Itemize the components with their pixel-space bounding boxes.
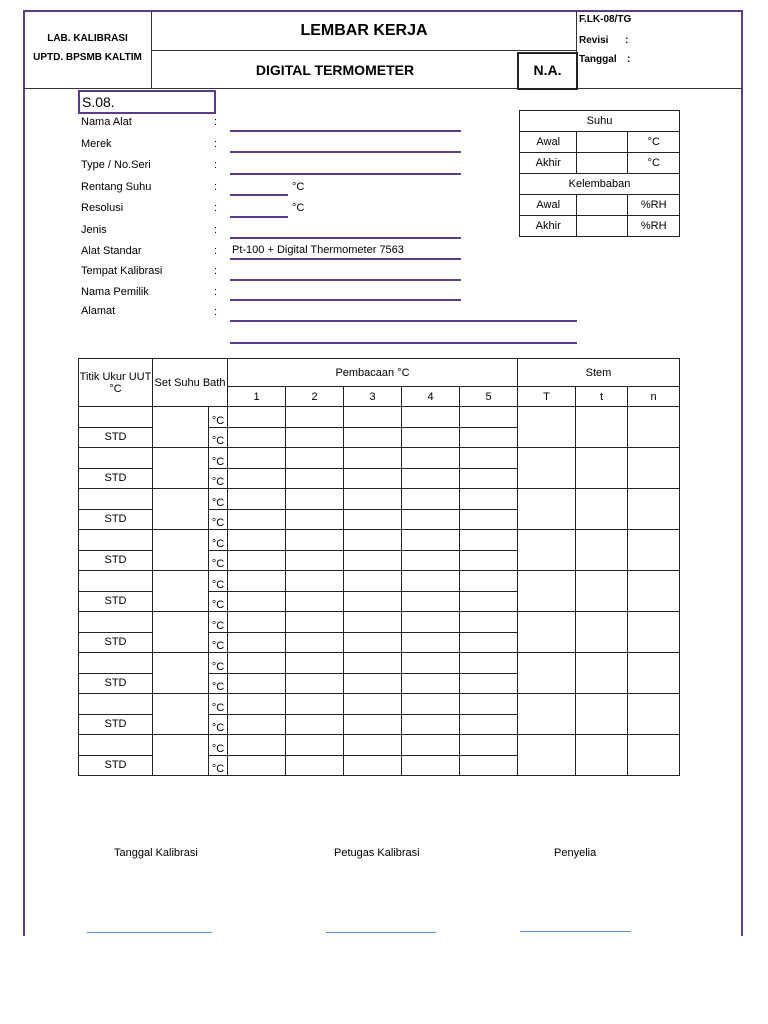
reading-cell[interactable] [460, 427, 518, 448]
reading-cell[interactable] [228, 571, 286, 592]
table-row [79, 407, 680, 428]
unit-cell: °C [209, 550, 228, 571]
field-label: Nama Alat [81, 116, 132, 128]
reading-cell[interactable] [460, 673, 518, 694]
reading-cell[interactable] [228, 530, 286, 551]
titik-ukur-cell[interactable] [79, 448, 153, 469]
reading-cell[interactable] [460, 468, 518, 489]
stem-cell[interactable] [576, 530, 628, 571]
sig-tanggal-label: Tanggal Kalibrasi [114, 847, 198, 859]
titik-ukur-cell[interactable] [79, 694, 153, 715]
titik-ukur-cell[interactable] [79, 407, 153, 428]
sig-penyelia-line[interactable] [520, 931, 631, 932]
field-colon: : [214, 224, 218, 236]
field-label: Alamat [81, 305, 116, 317]
field-label: Rentang Suhu [81, 181, 152, 193]
revisi-colon: : [625, 35, 629, 46]
unit-cell: °C [209, 448, 228, 469]
kelembaban-title: Kelembaban [520, 174, 680, 195]
field-label: Alat Standar [81, 245, 142, 257]
unit-cell: °C [209, 509, 228, 530]
unit-cell: °C [209, 489, 228, 510]
header-divider [151, 50, 576, 51]
table-row [79, 489, 680, 510]
stem-cell[interactable] [518, 612, 576, 653]
unit-cell: °C [209, 468, 228, 489]
reading-cell[interactable] [228, 755, 286, 776]
frame-right [741, 10, 743, 936]
reading-cell[interactable] [402, 591, 460, 612]
reading-cell[interactable] [228, 632, 286, 653]
unit-celsius: °C [292, 181, 305, 193]
table-row [79, 530, 680, 551]
reading-cell[interactable] [286, 427, 344, 448]
reading-cell[interactable] [402, 427, 460, 448]
reading-cell[interactable] [286, 591, 344, 612]
na-label: N.A. [533, 62, 562, 78]
reading-cell[interactable] [344, 407, 402, 428]
reading-cell[interactable] [344, 632, 402, 653]
stem-cell[interactable] [576, 653, 628, 694]
measurement-table [78, 358, 680, 776]
reading-cell[interactable] [228, 468, 286, 489]
col-reading-3: 3 [344, 387, 402, 407]
field-label: Type / No.Seri [81, 159, 151, 171]
stem-cell[interactable] [576, 571, 628, 612]
reading-cell[interactable] [344, 448, 402, 469]
tanggal-colon: : [627, 54, 631, 65]
field-underline [230, 216, 288, 218]
set-suhu-cell[interactable] [153, 407, 209, 448]
reading-cell[interactable] [286, 550, 344, 571]
titik-ukur-cell[interactable] [79, 571, 153, 592]
reading-cell[interactable] [344, 735, 402, 756]
reading-cell[interactable] [402, 509, 460, 530]
unit-cell: °C [209, 735, 228, 756]
reading-cell[interactable] [286, 612, 344, 633]
stem-cell[interactable] [518, 571, 576, 612]
environment-table [519, 110, 680, 237]
set-suhu-cell[interactable] [153, 530, 209, 571]
reading-cell[interactable] [402, 735, 460, 756]
stem-cell[interactable] [518, 489, 576, 530]
reading-cell[interactable] [228, 407, 286, 428]
reading-cell[interactable] [460, 571, 518, 592]
reading-cell[interactable] [286, 448, 344, 469]
unit-cell: °C [209, 632, 228, 653]
reading-cell[interactable] [460, 448, 518, 469]
reading-cell[interactable] [402, 407, 460, 428]
lab-unit: UPTD. BPSMB KALTIM [33, 52, 142, 63]
set-suhu-cell[interactable] [153, 612, 209, 653]
reading-cell[interactable] [286, 673, 344, 694]
set-suhu-cell[interactable] [153, 694, 209, 735]
reading-cell[interactable] [228, 612, 286, 633]
table-row [79, 612, 680, 633]
suhu-awal-value[interactable] [577, 132, 628, 153]
col-reading-5: 5 [460, 387, 518, 407]
reading-cell[interactable] [402, 673, 460, 694]
col-stem-n: n [628, 387, 680, 407]
field-underline [230, 194, 288, 196]
reading-cell[interactable] [460, 591, 518, 612]
std-label: STD [79, 673, 153, 694]
reading-cell[interactable] [344, 612, 402, 633]
reading-cell[interactable] [286, 653, 344, 674]
unit-cell: °C [209, 694, 228, 715]
reading-cell[interactable] [344, 714, 402, 735]
reading-cell[interactable] [460, 694, 518, 715]
sig-petugas-line[interactable] [326, 932, 436, 933]
table-row [79, 735, 680, 756]
reading-cell[interactable] [228, 427, 286, 448]
stem-cell[interactable] [576, 735, 628, 776]
reading-cell[interactable] [228, 673, 286, 694]
field-label: Resolusi [81, 202, 124, 214]
reading-cell[interactable] [402, 530, 460, 551]
unit-cell: °C [209, 653, 228, 674]
reading-cell[interactable] [402, 612, 460, 633]
col-set-suhu: Set Suhu Bath [153, 359, 228, 407]
reading-cell[interactable] [402, 694, 460, 715]
reading-cell[interactable] [460, 489, 518, 510]
reading-cell[interactable] [228, 653, 286, 674]
std-label: STD [79, 714, 153, 735]
reading-cell[interactable] [402, 571, 460, 592]
stem-cell[interactable] [576, 407, 628, 448]
tanggal-label: Tanggal [579, 54, 617, 65]
field-underline [230, 320, 577, 322]
unit-cell: °C [209, 571, 228, 592]
reading-cell[interactable] [344, 427, 402, 448]
reading-cell[interactable] [228, 694, 286, 715]
field-underline [230, 342, 577, 344]
col-stem: Stem [518, 359, 680, 387]
unit-cell: °C [209, 407, 228, 428]
set-suhu-cell[interactable] [153, 448, 209, 489]
stem-cell[interactable] [628, 407, 680, 448]
stem-cell[interactable] [518, 735, 576, 776]
stem-cell[interactable] [518, 694, 576, 735]
stem-cell[interactable] [628, 530, 680, 571]
field-colon: : [214, 265, 218, 277]
table-row [79, 571, 680, 592]
reading-cell[interactable] [460, 653, 518, 674]
std-label: STD [79, 427, 153, 448]
reading-cell[interactable] [286, 694, 344, 715]
reading-cell[interactable] [402, 653, 460, 674]
reading-cell[interactable] [460, 714, 518, 735]
reading-cell[interactable] [286, 407, 344, 428]
page-title: LEMBAR KERJA [300, 22, 428, 39]
stem-cell[interactable] [628, 735, 680, 776]
page-subtitle: DIGITAL TERMOMETER [255, 62, 415, 78]
stem-cell[interactable] [576, 694, 628, 735]
rh-awal-value[interactable] [577, 195, 628, 216]
stem-cell[interactable] [628, 612, 680, 653]
reading-cell[interactable] [460, 407, 518, 428]
std-label: STD [79, 755, 153, 776]
reading-cell[interactable] [228, 735, 286, 756]
reading-cell[interactable] [286, 571, 344, 592]
suhu-akhir-value[interactable] [577, 153, 628, 174]
sig-tanggal-line[interactable] [87, 932, 212, 933]
reading-cell[interactable] [344, 571, 402, 592]
stem-cell[interactable] [518, 407, 576, 448]
reading-cell[interactable] [344, 694, 402, 715]
field-label: Jenis [81, 224, 107, 236]
reading-cell[interactable] [228, 509, 286, 530]
suhu-awal-unit: °C [628, 132, 680, 153]
field-underline [230, 237, 461, 239]
reading-cell[interactable] [286, 632, 344, 653]
frame-left [23, 10, 25, 936]
field-colon: : [214, 116, 218, 128]
reading-cell[interactable] [228, 714, 286, 735]
sig-penyelia-label: Penyelia [554, 847, 597, 859]
rh-awal-unit: %RH [628, 195, 680, 216]
reading-cell[interactable] [344, 755, 402, 776]
unit-cell: °C [209, 530, 228, 551]
col-stem-t: t [576, 387, 628, 407]
reading-cell[interactable] [228, 591, 286, 612]
rh-akhir-label: Akhir [520, 216, 577, 237]
reading-cell[interactable] [344, 489, 402, 510]
titik-ukur-cell[interactable] [79, 735, 153, 756]
titik-ukur-cell[interactable] [79, 612, 153, 633]
rh-awal-label: Awal [520, 195, 577, 216]
col-reading-4: 4 [402, 387, 460, 407]
set-suhu-cell[interactable] [153, 653, 209, 694]
reading-cell[interactable] [402, 714, 460, 735]
reading-cell[interactable] [460, 755, 518, 776]
stem-cell[interactable] [628, 694, 680, 735]
reading-cell[interactable] [286, 735, 344, 756]
suhu-title: Suhu [520, 111, 680, 132]
field-label: Nama Pemilik [81, 286, 149, 298]
unit-cell: °C [209, 591, 228, 612]
titik-ukur-cell[interactable] [79, 489, 153, 510]
reading-cell[interactable] [286, 530, 344, 551]
reading-cell[interactable] [402, 489, 460, 510]
std-label: STD [79, 632, 153, 653]
reading-cell[interactable] [344, 673, 402, 694]
col-reading-2: 2 [286, 387, 344, 407]
field-colon: : [214, 245, 218, 257]
stem-cell[interactable] [518, 448, 576, 489]
col-reading-1: 1 [228, 387, 286, 407]
reading-cell[interactable] [286, 509, 344, 530]
field-colon: : [214, 159, 218, 171]
reading-cell[interactable] [460, 550, 518, 571]
set-suhu-cell[interactable] [153, 735, 209, 776]
reading-cell[interactable] [460, 612, 518, 633]
reading-cell[interactable] [460, 735, 518, 756]
table-row [79, 694, 680, 715]
col-titik-ukur: Titik Ukur UUT °C [79, 359, 153, 407]
stem-cell[interactable] [628, 448, 680, 489]
reading-cell[interactable] [402, 550, 460, 571]
field-underline [230, 173, 461, 175]
suhu-awal-label: Awal [520, 132, 577, 153]
std-label: STD [79, 468, 153, 489]
unit-cell: °C [209, 714, 228, 735]
field-colon: : [214, 306, 218, 318]
titik-ukur-cell[interactable] [79, 530, 153, 551]
reading-cell[interactable] [344, 550, 402, 571]
reading-cell[interactable] [228, 489, 286, 510]
rh-akhir-value[interactable] [577, 216, 628, 237]
unit-cell: °C [209, 612, 228, 633]
set-suhu-cell[interactable] [153, 571, 209, 612]
table-row [79, 653, 680, 674]
reading-cell[interactable] [286, 468, 344, 489]
reading-cell[interactable] [344, 591, 402, 612]
rh-akhir-unit: %RH [628, 216, 680, 237]
sample-id: S.08. [78, 90, 216, 114]
reading-cell[interactable] [402, 468, 460, 489]
suhu-akhir-label: Akhir [520, 153, 577, 174]
frame-top [23, 10, 743, 12]
field-underline [230, 151, 461, 153]
field-label: Merek [81, 138, 112, 150]
field-underline [230, 130, 461, 132]
reading-cell[interactable] [402, 755, 460, 776]
sig-petugas-label: Petugas Kalibrasi [334, 847, 420, 859]
reading-cell[interactable] [460, 509, 518, 530]
unit-cell: °C [209, 427, 228, 448]
field-colon: : [214, 286, 218, 298]
col-pembacaan: Pembacaan °C [228, 359, 518, 387]
field-underline [230, 279, 461, 281]
set-suhu-cell[interactable] [153, 489, 209, 530]
field-underline [230, 258, 461, 260]
table-row [79, 448, 680, 469]
stem-cell[interactable] [518, 653, 576, 694]
reading-cell[interactable] [286, 755, 344, 776]
stem-cell[interactable] [576, 612, 628, 653]
reading-cell[interactable] [344, 468, 402, 489]
reading-cell[interactable] [460, 632, 518, 653]
field-colon: : [214, 138, 218, 150]
reading-cell[interactable] [344, 509, 402, 530]
field-underline [230, 299, 461, 301]
std-label: STD [79, 591, 153, 612]
unit-celsius: °C [292, 202, 305, 214]
field-colon: : [214, 181, 218, 193]
stem-cell[interactable] [628, 489, 680, 530]
revisi-label: Revisi [579, 35, 609, 46]
std-label: STD [79, 509, 153, 530]
stem-cell[interactable] [518, 530, 576, 571]
reading-cell[interactable] [286, 489, 344, 510]
field-label: Tempat Kalibrasi [81, 265, 163, 277]
titik-ukur-cell[interactable] [79, 653, 153, 674]
reading-cell[interactable] [286, 714, 344, 735]
stem-cell[interactable] [628, 571, 680, 612]
reading-cell[interactable] [460, 530, 518, 551]
field-colon: : [214, 202, 218, 214]
suhu-akhir-unit: °C [628, 153, 680, 174]
reading-cell[interactable] [344, 653, 402, 674]
std-label: STD [79, 550, 153, 571]
stem-cell[interactable] [576, 489, 628, 530]
reading-cell[interactable] [228, 550, 286, 571]
reading-cell[interactable] [344, 530, 402, 551]
reading-cell[interactable] [228, 448, 286, 469]
field-value-alat-standar[interactable]: Pt-100 + Digital Thermometer 7563 [232, 244, 404, 256]
unit-cell: °C [209, 755, 228, 776]
col-stem-T: T [518, 387, 576, 407]
header-divider [24, 88, 742, 89]
lab-name: LAB. KALIBRASI [47, 33, 128, 44]
stem-cell[interactable] [576, 448, 628, 489]
stem-cell[interactable] [628, 653, 680, 694]
reading-cell[interactable] [402, 632, 460, 653]
form-code: F.LK-08/TG [579, 14, 632, 25]
reading-cell[interactable] [402, 448, 460, 469]
unit-cell: °C [209, 673, 228, 694]
